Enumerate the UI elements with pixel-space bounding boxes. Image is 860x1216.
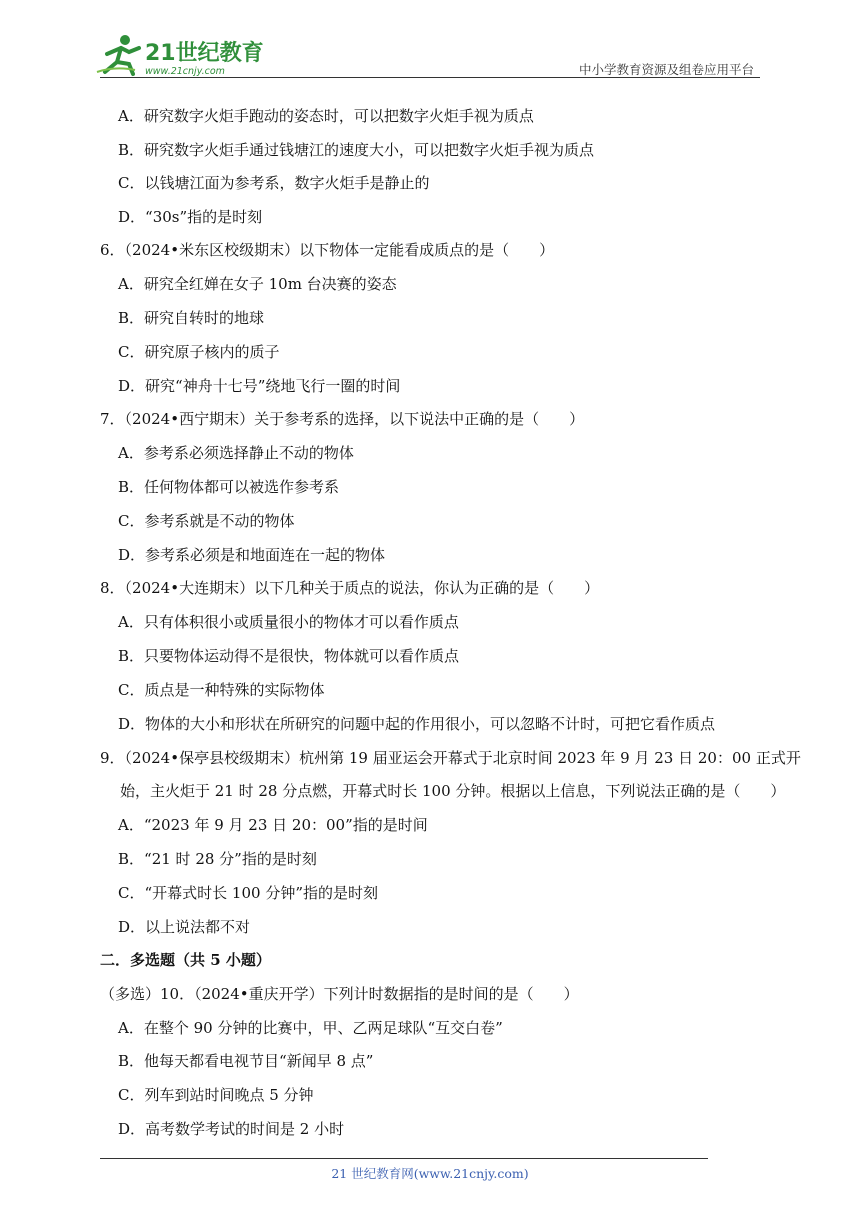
option-line: B．研究自转时的地球 xyxy=(118,309,265,327)
option-line: B．“21 时 28 分”指的是时刻 xyxy=(118,850,317,868)
option-line: B．只要物体运动得不是很快，物体就可以看作质点 xyxy=(118,647,460,665)
option-line: D．高考数学考试的时间是 2 小时 xyxy=(118,1120,345,1138)
option-line: A．“2023 年 9 月 23 日 20：00”指的是时间 xyxy=(118,816,428,834)
page-header xyxy=(0,0,860,80)
option-line: C．列车到站时间晚点 5 分钟 xyxy=(118,1086,314,1104)
option-line: D．物体的大小和形状在所研究的问题中起的作用很小，可以忽略不计时，可把它看作质点 xyxy=(118,715,716,733)
site-logo xyxy=(95,32,265,78)
option-line: B．研究数字火炬手通过钱塘江的速度大小，可以把数字火炬手视为质点 xyxy=(118,141,595,159)
question-stem: 8．（2024•大连期末）以下几种关于质点的说法，你认为正确的是（ ） xyxy=(100,579,600,597)
option-line: D．研究“神舟十七号”绕地飞行一圈的时间 xyxy=(118,377,401,395)
option-line: B．任何物体都可以被选作参考系 xyxy=(118,478,340,496)
option-line: C．“开幕式时长 100 分钟”指的是时刻 xyxy=(118,884,378,902)
logo-url-text: www.21cnjy.com xyxy=(145,66,225,77)
option-line: C．参考系就是不动的物体 xyxy=(118,512,295,530)
question-stem: 6．（2024•米东区校级期末）以下物体一定能看成质点的是（ ） xyxy=(100,241,555,259)
option-line: C．质点是一种特殊的实际物体 xyxy=(118,681,325,699)
logo-graphic xyxy=(95,32,265,78)
section-heading: 二．多选题（共 5 小题） xyxy=(100,951,271,969)
option-line: A．在整个 90 分钟的比赛中，甲、乙两足球队“互交白卷” xyxy=(118,1019,503,1037)
option-line: A．只有体积很小或质量很小的物体才可以看作质点 xyxy=(118,613,459,631)
header-platform-text: 中小学教育资源及组卷应用平台 xyxy=(578,62,754,77)
footer-text: 21 世纪教育网(www.21cnjy.com) xyxy=(331,1166,529,1181)
footer-divider xyxy=(100,1158,708,1159)
option-line: C．研究原子核内的质子 xyxy=(118,343,280,361)
question-stem: 9．（2024•保亭县校级期末）杭州第 19 届亚运会开幕式于北京时间 2023 年 9 月 23 日 20：00 正式开 xyxy=(100,749,801,767)
question-stem: 7．（2024•西宁期末）关于参考系的选择，以下说法中正确的是（ ） xyxy=(100,410,585,428)
option-line: A．研究全红婵在女子 10m 台决赛的姿态 xyxy=(118,275,397,293)
option-line: B．他每天都看电视节目“新闻早 8 点” xyxy=(118,1052,374,1070)
question-stem-continued: 始，主火炬于 21 时 28 分点燃，开幕式时长 100 分钟。根据以上信息，下列说法正确的是（ ） xyxy=(120,782,786,800)
header-divider xyxy=(100,77,760,78)
option-line: C．以钱塘江面为参考系，数字火炬手是静止的 xyxy=(118,174,430,192)
option-line: D．“30s”指的是时刻 xyxy=(118,208,263,226)
question-stem: （多选）10．（2024•重庆开学）下列计时数据指的是时间的是（ ） xyxy=(100,985,579,1003)
option-line: A．参考系必须选择静止不动的物体 xyxy=(118,444,354,462)
option-line: D．参考系必须是和地面连在一起的物体 xyxy=(118,546,386,564)
option-line: D．以上说法都不对 xyxy=(118,918,251,936)
logo-text: 21世纪教育 xyxy=(145,41,264,66)
option-line: A．研究数字火炬手跑动的姿态时，可以把数字火炬手视为质点 xyxy=(118,107,534,125)
